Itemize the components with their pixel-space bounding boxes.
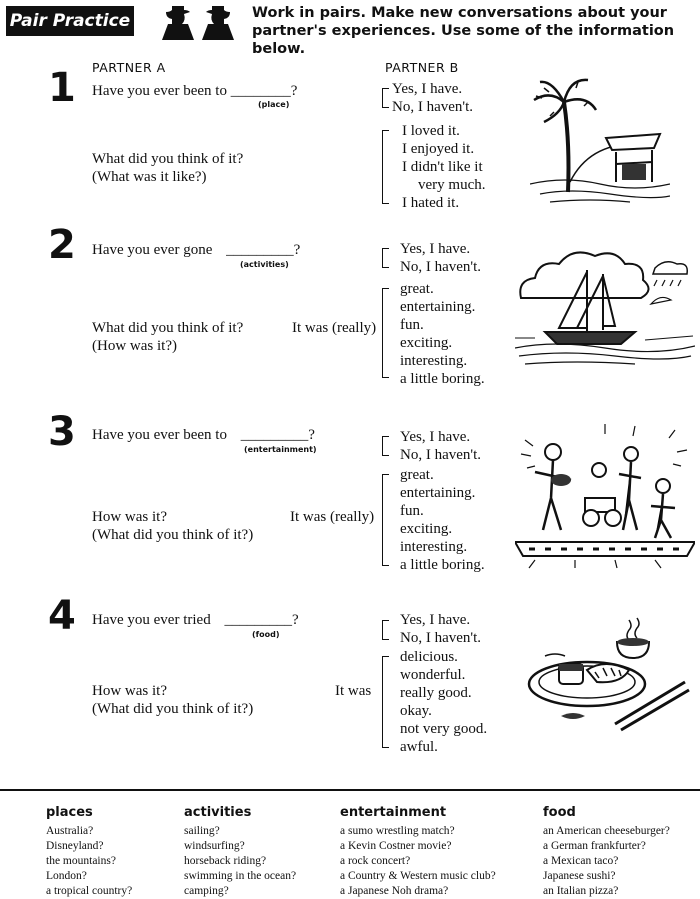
yes-no-bracket — [382, 620, 389, 640]
places-item: Disneyland? — [46, 840, 104, 852]
no-answer: No, I haven't. — [392, 99, 474, 115]
yes-no-bracket — [382, 248, 389, 268]
question-text: Have you ever tried _________? — [92, 612, 299, 628]
answer-item: fun. — [400, 317, 424, 333]
follow-up-alt: (What did you think of it?) — [92, 701, 254, 717]
answer-item: I enjoyed it. — [402, 141, 475, 157]
answer-item: interesting. — [400, 539, 468, 555]
answer-item: great. — [400, 281, 434, 297]
instructions: Work in pairs. Make new conversations about your partner's experiences. Use some of the information below. — [252, 5, 675, 57]
entertainment-item: a sumo wrestling match? — [340, 825, 455, 837]
entertainment-item: a Japanese Noh drama? — [340, 885, 449, 897]
entertainment-item: a rock concert? — [340, 855, 411, 867]
activities-item: horseback riding? — [184, 855, 267, 867]
blank-label: (food) — [252, 630, 280, 639]
exercise-number: 2 — [48, 222, 76, 268]
places-item: London? — [46, 870, 87, 882]
blank-label: (activities) — [240, 260, 289, 269]
sailboat-icon — [515, 240, 695, 370]
activities-item: swimming in the ocean? — [184, 870, 297, 882]
food-item: an American cheeseburger? — [543, 825, 670, 837]
follow-up-question: How was it? — [92, 509, 167, 525]
no-answer: No, I haven't. — [400, 630, 482, 646]
answer-item: not very good. — [400, 721, 488, 737]
answer-prefix: It was (really) — [292, 320, 377, 336]
follow-up-alt: (What did you think of it?) — [92, 527, 254, 543]
sushi-plate-chopsticks-icon — [525, 612, 690, 737]
yes-answer: Yes, I have. — [392, 81, 463, 97]
answer-item: awful. — [400, 739, 438, 755]
follow-up-question: What did you think of it? — [92, 151, 244, 167]
pair-practice-badge: Pair Practice — [6, 6, 134, 36]
follow-up-alt: (How was it?) — [92, 338, 177, 354]
food-item: Japanese sushi? — [543, 870, 616, 882]
food-item: a Mexican taco? — [543, 855, 619, 867]
food-item: a German frankfurter? — [543, 840, 646, 852]
yes-answer: Yes, I have. — [400, 241, 471, 257]
activities-heading: activities — [184, 805, 252, 820]
answer-item: fun. — [400, 503, 424, 519]
exercise-number: 3 — [48, 409, 76, 455]
follow-up-alt: (What was it like?) — [92, 169, 207, 185]
answer-item: entertaining. — [400, 485, 476, 501]
answer-item: interesting. — [400, 353, 468, 369]
places-item: Australia? — [46, 825, 94, 837]
activities-item: camping? — [184, 885, 229, 897]
entertainment-item: a Kevin Costner movie? — [340, 840, 452, 852]
answers-bracket — [382, 288, 389, 378]
activities-item: sailing? — [184, 825, 220, 837]
activities-item: windsurfing? — [184, 840, 245, 852]
answer-item: really good. — [400, 685, 472, 701]
answer-item: wonderful. — [400, 667, 466, 683]
follow-up-question: How was it? — [92, 683, 167, 699]
beach-hut-palm-tree-icon — [530, 72, 670, 207]
yes-no-bracket — [382, 436, 389, 456]
answer-item: a little boring. — [400, 557, 485, 573]
entertainment-heading: entertainment — [340, 805, 447, 820]
answer-item: very much. — [418, 177, 486, 193]
yes-answer: Yes, I have. — [400, 429, 471, 445]
answer-item: okay. — [400, 703, 432, 719]
places-item: a tropical country? — [46, 885, 133, 897]
answer-item: a little boring. — [400, 371, 485, 387]
food-heading: food — [543, 805, 576, 820]
places-item: the mountains? — [46, 855, 116, 867]
answers-bracket — [382, 474, 389, 566]
answer-item: great. — [400, 467, 434, 483]
two-people-silhouette-icon — [158, 2, 238, 40]
answer-item: I didn't like it — [402, 159, 483, 175]
question-text: Have you ever been to _________? — [92, 427, 315, 443]
exercise-number: 1 — [48, 65, 76, 111]
no-answer: No, I haven't. — [400, 259, 482, 275]
yes-no-bracket — [382, 88, 389, 108]
food-item: an Italian pizza? — [543, 885, 619, 897]
answer-item: delicious. — [400, 649, 458, 665]
partner-a-heading: PARTNER A — [92, 60, 166, 75]
answers-bracket — [382, 656, 389, 748]
question-text: Have you ever been to ________? — [92, 83, 298, 99]
yes-answer: Yes, I have. — [400, 612, 471, 628]
blank-label: (entertainment) — [244, 445, 317, 454]
answer-prefix: It was (really) — [290, 509, 375, 525]
footer-divider — [0, 789, 700, 791]
answer-item: entertaining. — [400, 299, 476, 315]
answer-item: I loved it. — [402, 123, 460, 139]
follow-up-question: What did you think of it? — [92, 320, 244, 336]
answer-item: exciting. — [400, 335, 453, 351]
answer-item: exciting. — [400, 521, 453, 537]
answer-item: I hated it. — [402, 195, 460, 211]
question-text: Have you ever gone _________? — [92, 242, 301, 258]
answers-bracket — [382, 130, 389, 204]
no-answer: No, I haven't. — [400, 447, 482, 463]
entertainment-item: a Country & Western music club? — [340, 870, 496, 882]
answer-prefix: It was — [335, 683, 372, 699]
partner-b-heading: PARTNER B — [385, 60, 459, 75]
blank-label: (place) — [258, 100, 290, 109]
places-heading: places — [46, 805, 93, 820]
exercise-number: 4 — [48, 593, 76, 639]
rock-band-concert-icon — [515, 420, 695, 570]
